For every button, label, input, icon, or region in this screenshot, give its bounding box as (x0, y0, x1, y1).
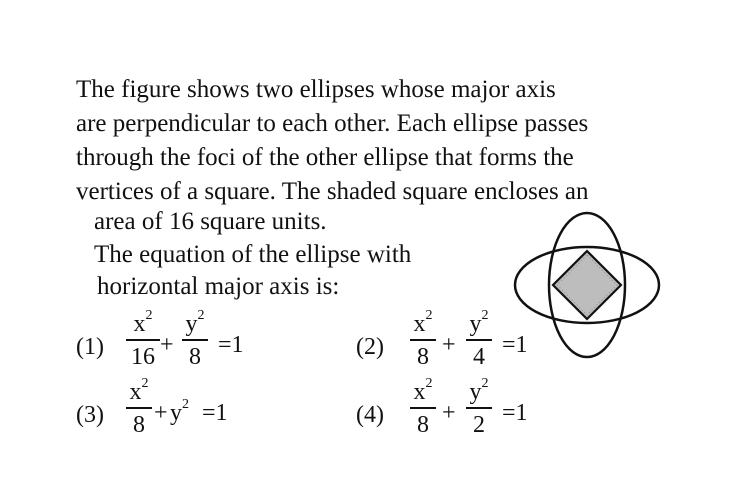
problem-line-1: The figure shows two ellipses whose major axis (76, 76, 556, 103)
option-4-label: (4) (356, 402, 384, 428)
option-3-rhs: =1 (202, 400, 228, 426)
problem-line-5: area of 16 square units. (94, 208, 327, 235)
problem-line-6: The equation of the ellipse with (94, 241, 412, 268)
option-4-term2: $y^2$ 2 (466, 380, 492, 437)
problem-line-7: horizontal major axis is: (97, 273, 340, 300)
problem-line-2: are perpendicular to each other. Each ellipse passes (76, 110, 589, 137)
option-2-term2: $y^2$ 4 (466, 312, 492, 369)
option-2-label: (2) (356, 334, 384, 360)
option-3-label: (3) (76, 402, 104, 428)
problem-line-4: vertices of a square. The shaded square encloses an (76, 178, 589, 205)
option-1-plus: + (160, 332, 174, 358)
option-4-rhs: =1 (502, 400, 528, 426)
option-1-rhs: =1 (218, 332, 244, 358)
problem-line-3: through the foci of the other ellipse that forms the (76, 144, 574, 171)
option-2-plus: + (442, 332, 456, 358)
shaded-square (553, 251, 621, 319)
option-4-plus: + (442, 400, 456, 426)
option-2-term1: $x^2$ 8 (410, 312, 436, 369)
option-1-label: (1) (76, 334, 104, 360)
option-1-term1: $x^2$ 16 (126, 312, 160, 369)
option-1-term2: $y^2$ 8 (182, 312, 208, 369)
option-3-term1: $x^2$ 8 (126, 380, 152, 437)
ellipses-figure (512, 210, 662, 360)
option-4-term1: $x^2$ 8 (410, 380, 436, 437)
option-3-plus: + (154, 400, 168, 426)
option-3-term2: $y^2$ (170, 397, 189, 426)
option-2-rhs: =1 (502, 332, 528, 358)
